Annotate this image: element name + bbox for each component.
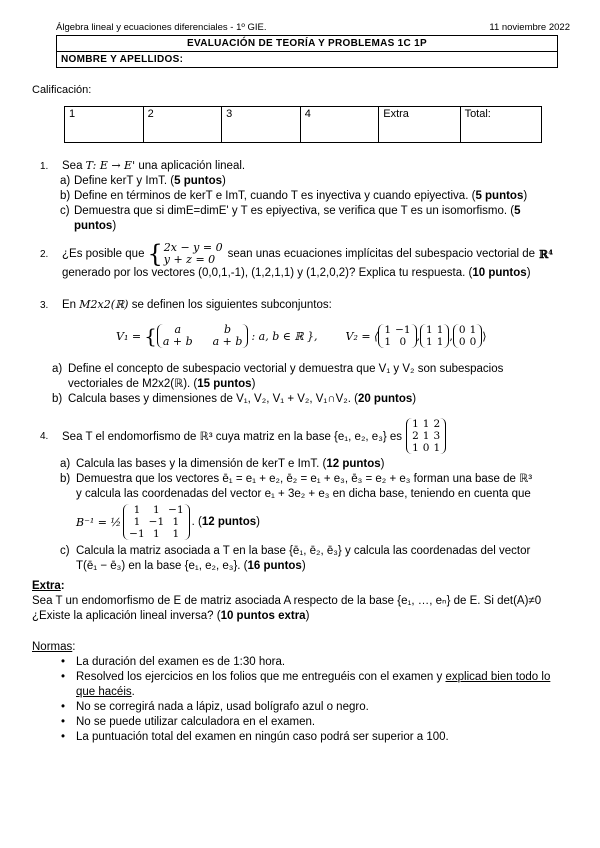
grade-cell-4: 4	[300, 107, 379, 143]
rules-section	[32, 640, 592, 745]
q1b-letter: b)	[60, 190, 71, 202]
v1-brace-open: {	[144, 324, 157, 348]
rules-heading: Normas	[32, 641, 73, 653]
rule-2-underlined: explicad bien todo lo	[445, 671, 551, 683]
v1-m11: a	[174, 323, 181, 336]
course-name: Álgebra lineal y ecuaciones diferenciales - 1º GIE.	[56, 22, 267, 33]
q2-number: 2.	[40, 248, 49, 260]
q1-intro-end: una aplicación lineal.	[135, 160, 246, 172]
grade-cell-total: Total:	[460, 107, 541, 143]
extra-points: 10 puntos extra	[220, 610, 306, 622]
grade-cell-1: 1	[65, 107, 144, 143]
q2-post-text: sean unas ecuaciones implícitas del subespacio vectorial de	[227, 247, 536, 260]
q4c-letter: c)	[60, 545, 70, 557]
q3-number: 3.	[40, 300, 49, 311]
q4-m11: 1	[412, 418, 419, 430]
rules-list	[56, 655, 592, 745]
q3a-letter: a)	[52, 363, 63, 375]
q1a-points: 5 puntos	[174, 175, 223, 187]
q4b-text2: y calcula las coordenadas del vector e₁ + 3e₂ + e₃ en dicha base, teniendo en cuenta que	[76, 488, 531, 500]
binv-label: B⁻¹ = ½	[76, 515, 122, 529]
v1-m22: a + b	[212, 335, 243, 348]
q4c-text1: Calcula la matriz asociada a T en la base {ē₁, ē₂, ē₃} y calcula las coordenadas del vector	[76, 545, 531, 557]
q1a-letter: a)	[60, 175, 71, 187]
binv-m23: 1	[172, 516, 180, 528]
v2-m2-11: 1	[426, 324, 433, 336]
grade-cell-extra: Extra	[379, 107, 460, 143]
equation-2: y + z = 0	[163, 253, 216, 266]
q4c-points: 16 puntos	[247, 560, 302, 572]
grade-cell-2: 2	[143, 107, 222, 143]
q1-map-formula: T: E → E'	[85, 159, 136, 172]
q1b-close: )	[523, 190, 528, 202]
v2-label: V₂ = ⟨	[345, 329, 379, 343]
q1c-text: Demuestra que si dimE=dimE' y T es epiyectiva, se verifica que T es un isomorfismo. (	[74, 205, 515, 217]
q3a-close: )	[251, 378, 256, 390]
q4a-close: )	[380, 458, 385, 470]
binv-formula: B⁻¹ = ½ 1 1 −1 1 −1 1 −1 1 1 . ( 12 puntos )	[76, 504, 261, 540]
q3b-points: 20 puntos	[357, 393, 413, 405]
v2-bracket-close: ⟩	[482, 329, 487, 343]
q3a-text2: vectoriales de M2x2(ℝ). (	[68, 378, 198, 390]
extra-colon: :	[60, 580, 65, 592]
rules-colon: :	[72, 641, 76, 653]
q4b-close: )	[256, 515, 261, 528]
q4a-points: 12 puntos	[326, 458, 381, 470]
binv-m33: 1	[172, 528, 180, 540]
name-field-label: NOMBRE Y APELLIDOS:	[61, 54, 184, 65]
v2-m1-22: 0	[399, 336, 407, 348]
extra-question	[32, 579, 592, 624]
v2-m3-12: 1	[469, 324, 477, 336]
v2-m1-12: −1	[395, 324, 411, 336]
rule-4: • No se puede utilizar calculadora en el examen.	[56, 715, 592, 730]
rule-1: • La duración del examen es de 1:30 hora.	[56, 655, 592, 670]
binv-m13: −1	[168, 504, 184, 516]
q3b-close: )	[412, 393, 417, 405]
rule-2	[56, 670, 592, 700]
v2-matrix-1	[378, 324, 416, 348]
binv-m21: 1	[133, 516, 141, 528]
q4-intro: Sea T el endomorfismo de ℝ³ cuya matriz en la base {e₁, e₂, e₃} es	[62, 431, 403, 443]
v2-m1-11: 1	[384, 324, 392, 336]
extra-line2: ¿Existe la aplicación lineal inversa? (	[32, 610, 221, 622]
q1a-close: )	[222, 175, 226, 187]
rule-2-text: Resolved los ejercicios en los folios que me entreguéis con el examen y	[76, 671, 446, 683]
q3-intro-end: se definen los siguientes subconjuntos:	[131, 299, 332, 311]
q4-m31: 1	[412, 442, 419, 454]
binv-m31: −1	[129, 528, 145, 540]
rule-3: • No se corregirá nada a lápiz, usad bolígrafo azul o negro.	[56, 700, 592, 715]
q3-space: M2x2(ℝ)	[79, 298, 129, 311]
v1-condition: : a, b ∈ ℝ },	[251, 329, 318, 343]
q1c-letter: c)	[60, 205, 70, 217]
binv-m32: 1	[153, 528, 160, 540]
question-3-parts	[52, 362, 587, 407]
q4-m23: 3	[433, 430, 441, 442]
q4-m21: 2	[412, 430, 419, 442]
q3a-points: 15 puntos	[197, 378, 252, 390]
extra-line1: Sea T un endomorfismo de E de matriz asociada A respecto de la base {e₁, …, eₙ} de E. Si det(A)≠0	[32, 595, 542, 607]
q3-intro: En	[62, 299, 77, 311]
q4a-letter: a)	[60, 458, 71, 470]
q4-m13: 2	[433, 418, 441, 430]
exam-title: EVALUACIÓN DE TEORÍA Y PROBLEMAS 1C 1P	[57, 36, 557, 52]
grade-cell-3: 3	[222, 107, 301, 143]
binv-m22: −1	[148, 516, 165, 528]
q1-number: 1.	[40, 161, 49, 172]
q1b-text: Define en términos de kerT e ImT, cuando T es inyectiva y cuando epiyectiva. (	[74, 190, 476, 202]
q4-m22: 1	[422, 430, 430, 442]
q4-matrix	[406, 418, 446, 454]
question-4-parts	[60, 457, 590, 574]
rule-2-underlined-2: que hacéis	[76, 686, 132, 698]
grading-table	[64, 106, 542, 143]
q3b-text: Calcula bases y dimensiones de V₁, V₂, V₁ + V₂, V₁∩V₂. (	[68, 393, 358, 405]
q4c-text2: T(ē₁ − ē₃) en la base {e₁, e₂, e₃}. (	[76, 560, 248, 572]
question-3	[40, 297, 585, 313]
q1a-text: Define kerT y ImT. (	[74, 175, 175, 187]
v2-m3-22: 0	[469, 336, 477, 348]
extra-heading: Extra	[32, 580, 61, 592]
binv-m11: 1	[133, 504, 141, 516]
v1-label: V₁ =	[116, 329, 142, 343]
rule-5: • La puntuación total del examen en ningún caso podrá ser superior a 100.	[56, 730, 592, 745]
extra-close: )	[305, 610, 310, 622]
question-4-intro	[40, 418, 446, 454]
q1b-points: 5 puntos	[475, 190, 524, 202]
binv-m12: 1	[153, 504, 160, 516]
q3b-letter: b)	[52, 393, 63, 405]
q2-line2: generado por los vectores (0,0,1,-1), (1,2,1,1) y (1,2,0,2)? Explica tu respuesta. (	[62, 267, 473, 279]
grading-label: Calificación:	[32, 84, 92, 96]
q2-pre-text: ¿Es posible que	[62, 247, 145, 260]
v2-m3-11: 0	[458, 324, 466, 336]
v2-m2-22: 1	[436, 336, 444, 348]
question-2	[40, 242, 585, 281]
system-brace: {	[147, 240, 163, 268]
equation-system	[164, 242, 223, 266]
v2-m1-21: 1	[384, 336, 392, 348]
rule-2-end: .	[131, 686, 135, 698]
q1c-points-num: 5	[514, 205, 521, 217]
q4-m32: 0	[422, 442, 430, 454]
v2-m3-21: 0	[458, 336, 466, 348]
q4-m33: 1	[433, 442, 441, 454]
q4-number: 4.	[40, 430, 49, 442]
binv-matrix	[123, 504, 189, 540]
v1-m12: b	[224, 323, 232, 336]
q4b-letter: b)	[60, 473, 71, 485]
subsets-definition: V₁ = { a b a + b a + b : a, b ∈ ℝ }, V₂ = ⟨ 1 −1 1 0 , 1 1 1 1 , 0 1 0 0 ⟩	[116, 323, 487, 348]
exam-date: 11 noviembre 2022	[489, 22, 570, 33]
q4-m12: 1	[422, 418, 430, 430]
q2-space: ℝ⁴	[539, 247, 554, 261]
q4a-text: Calcula las bases y la dimensión de kerT e ImT. (	[76, 458, 327, 470]
title-box	[56, 35, 558, 68]
q1c-close: )	[112, 220, 117, 232]
v1-m21: a + b	[162, 335, 193, 348]
v2-matrix-2	[420, 324, 449, 348]
q2-points: 10 puntos	[472, 267, 527, 279]
q3a-text1: Define el concepto de subespacio vectorial y demuestra que V₁ y V₂ son subespacios	[68, 363, 504, 375]
q4b-points: 12 puntos	[201, 515, 257, 528]
v1-matrix	[157, 324, 249, 348]
v2-matrix-3	[453, 324, 482, 348]
v2-m2-21: 1	[426, 336, 433, 348]
question-1	[40, 158, 580, 234]
q1c-points-word: puntos	[74, 220, 113, 232]
q2-close: )	[526, 267, 531, 279]
q4c-close: )	[301, 560, 306, 572]
q1-intro: Sea	[62, 160, 86, 172]
q4b-text1: Demuestra que los vectores ē₁ = e₁ + e₂, ē₂ = e₁ + e₃, ē₃ = e₂ + e₃ forman una base de ℝ³	[76, 473, 533, 485]
v2-m2-12: 1	[436, 324, 444, 336]
equation-1: 2x − y = 0	[163, 241, 223, 254]
